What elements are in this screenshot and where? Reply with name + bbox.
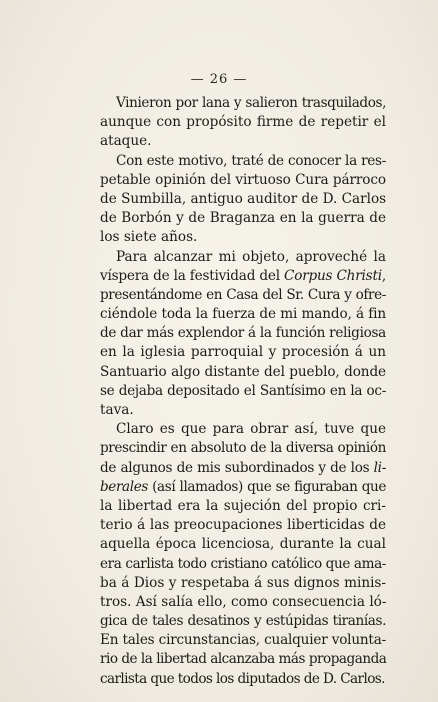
text-line: gica de tales desatinos y estúpidas tiranías. — [100, 613, 386, 630]
text-line: Santuario algo distante del pueblo, donde — [100, 363, 386, 380]
text-line: de Sumbilla, antiguo auditor de D. Carlos — [100, 190, 387, 207]
text-line: tros. Así salía ello, como consecuencia ló- — [100, 593, 387, 610]
text-line: ataque. — [100, 133, 152, 150]
text-line: carlista que todos los diputados de D. Carlos. — [100, 670, 385, 687]
text-line — [100, 478, 386, 497]
text-line: Vinieron por lana y salieron trasquilados, — [116, 95, 386, 111]
text-line: de dar más explendor á la función religiosa — [100, 325, 386, 342]
text-line: petable opinión del virtuoso Cura párroco — [100, 171, 386, 188]
text-line — [100, 248, 386, 267]
text-segment: Para alcanzar mi objeto, aproveché la — [116, 248, 386, 265]
text-line — [100, 459, 386, 478]
text-segment: víspera de la festividad del — [100, 267, 285, 284]
text-line: Con este motivo, traté de conocer la res- — [116, 152, 386, 169]
text-line: en la iglesia parroquial y procesión á un — [100, 344, 386, 361]
text-line: la libertad era la sujeción del propio cri- — [100, 497, 386, 514]
text-line: rio de la libertad alcanzaba más propaganda — [100, 651, 387, 668]
text-segment: de algunos de mis subordinados y de los — [100, 459, 374, 476]
italic-text-segment: berales — [100, 478, 148, 495]
text-line: tava. — [100, 402, 134, 418]
text-segment: (así llamados) que se figuraban que — [147, 478, 386, 495]
page-number: — 26 — — [190, 72, 248, 87]
italic-text-segment: li- — [373, 459, 386, 476]
text-line: de Borbón y de Braganza en la guerra de — [100, 210, 386, 227]
text-line: prescindir en absoluto de la diversa opinión — [100, 440, 386, 457]
italic-text-segment: Corpus Christi — [284, 267, 382, 284]
text-line: ba á Dios y respetaba á sus dignos minis- — [100, 574, 386, 591]
text-line: los siete años. — [100, 229, 198, 246]
text-segment: , — [381, 267, 386, 284]
body-text — [100, 94, 386, 689]
text-line: ciéndole toda la fuerza de mi mando, á fin — [100, 306, 387, 323]
text-line: era carlista todo cristiano católico que ama- — [100, 555, 386, 572]
text-line: presentándome en Casa del Sr. Cura y ofre- — [100, 286, 386, 303]
text-line: En tales circunstancias, cualquier volunta- — [100, 632, 386, 649]
text-line: aquella época licenciosa, durante la cual — [100, 536, 386, 553]
text-line: aunque con propósito firme de repetir el — [100, 114, 386, 131]
text-line: se dejaba depositado el Santísimo en la oc- — [100, 382, 386, 399]
text-line — [100, 267, 386, 286]
text-line: terio á las preocupaciones liberticidas de — [100, 517, 386, 534]
text-line: Claro es que para obrar así, tuve que — [116, 421, 386, 438]
